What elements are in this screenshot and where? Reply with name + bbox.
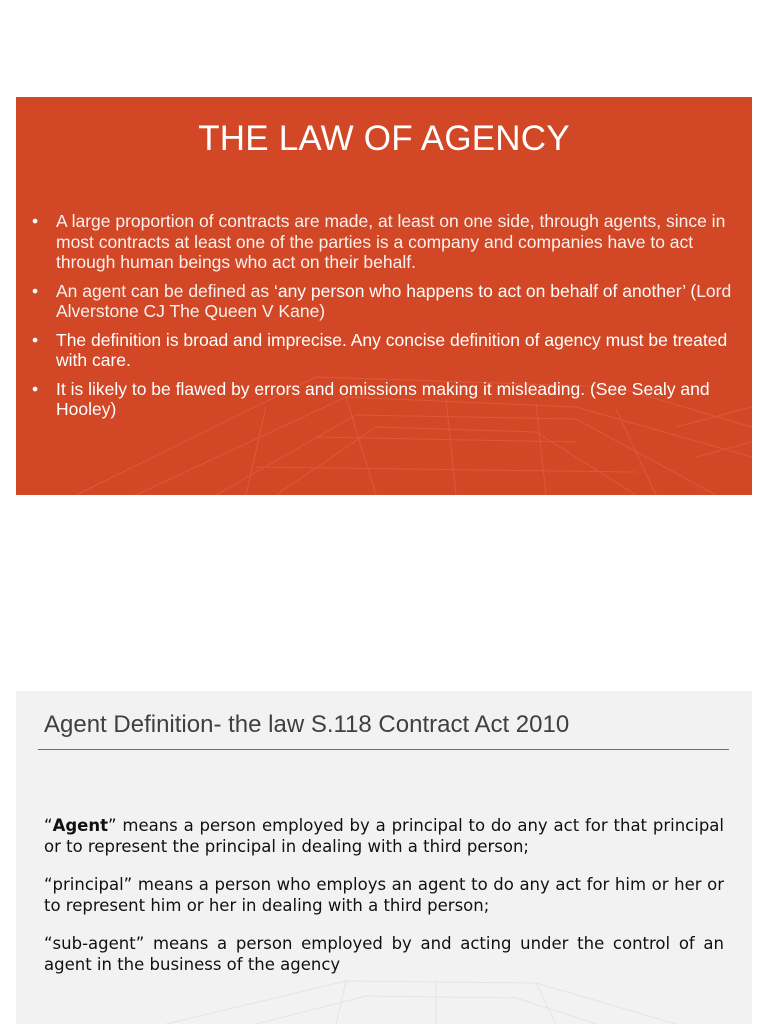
slide-title: Agent Definition- the law S.118 Contract Act 2010 [44,711,570,738]
close-quote: ” [107,816,117,835]
bullet-marker: • [32,378,39,399]
defined-term: Agent [52,816,108,835]
slide-agent-definition [16,691,752,1024]
bullet-item [30,281,740,322]
title-divider [38,749,729,750]
definition-principal: “principal” means a person who employs an agent to do any act for him or her or to represent him or her in dealing with a third person; [44,875,724,915]
citation-text: Lord Alverstone CJ The Queen V Kane) [56,280,732,321]
bullet-text: A large proportion of contracts are made, at least on one side, through agents, since in most contracts at least one of the parties is a company and companies have to act through human beings who act on their behalf. [56,211,726,272]
slide-title: THE LAW OF AGENCY [198,119,570,158]
bullet-marker: • [32,329,39,350]
bullet-marker: • [32,280,39,301]
definition-sub-agent: “sub-agent” means a person employed by and acting under the control of an agent in the business of the agency [44,934,724,974]
definition-text: means a person employed by a principal to do any act for that principal or to represent the principal in dealing with a third person; [44,816,724,856]
slide-law-of-agency [16,97,752,495]
bullet-text-prefix: An agent can be defined as [56,280,274,301]
definition-agent [44,815,724,857]
bullet-text: It is likely to be flawed by errors and omissions making it misleading. (See Sealy and Hooley) [56,378,710,419]
bullet-text: The definition is broad and imprecise. Any concise definition of agency must be treated with care. [56,329,728,370]
bullet-item [30,379,740,420]
open-quote: “ [44,816,53,835]
citation-open: ( [685,280,697,301]
bullet-item [30,211,740,273]
bullet-list [30,211,740,428]
bullet-marker: • [32,211,39,231]
definitions [44,815,724,992]
agent-definition-quote: ‘any person who happens to act on behalf of another’ [273,280,686,301]
bullet-item [30,330,740,371]
